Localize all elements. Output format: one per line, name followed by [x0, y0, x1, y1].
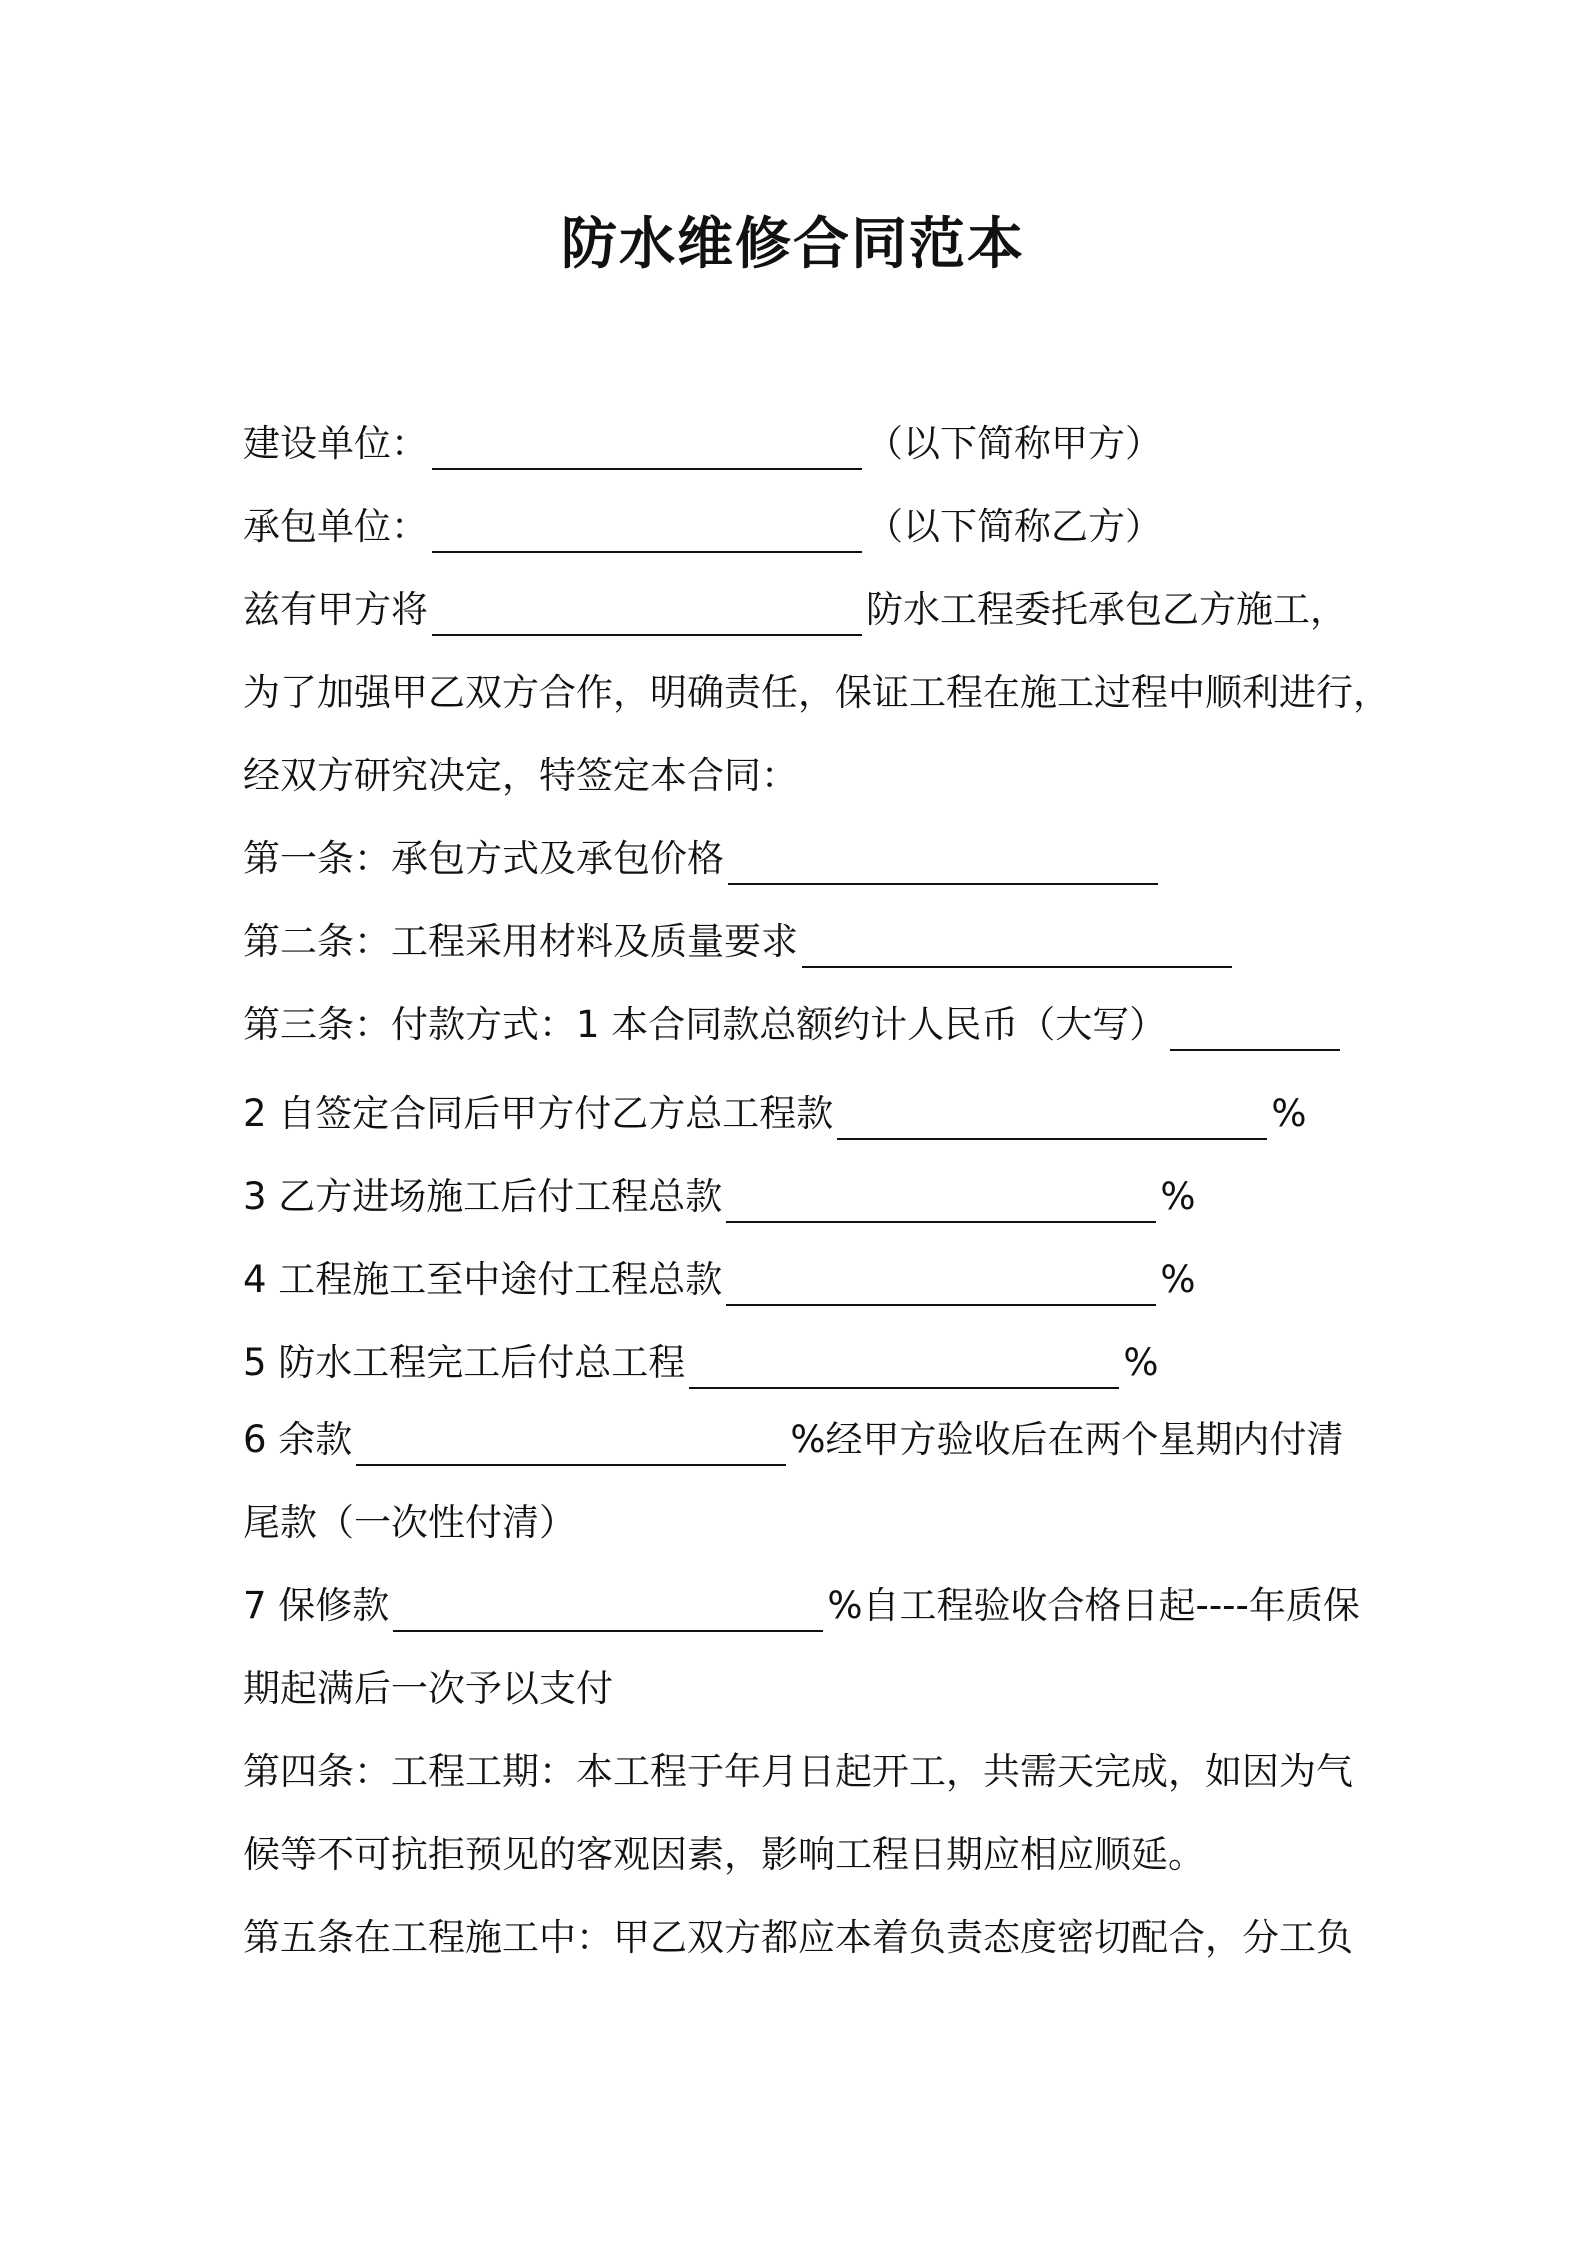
- warranty-payment-text: 期起满后一次予以支付: [243, 1667, 613, 1710]
- final-payment-text: 尾款（一次性付清）: [243, 1501, 576, 1544]
- article-one: [243, 833, 1353, 885]
- purpose-text: 为了加强甲乙双方合作，明确责任，保证工程在施工过程中顺利进行，: [243, 671, 1390, 714]
- paragraph-purpose: [243, 667, 1390, 719]
- article-three-text: 第三条：付款方式：1 本合同款总额约计人民币（大写）: [243, 1003, 1167, 1046]
- total-amount-blank[interactable]: [1170, 1005, 1340, 1051]
- payment-item-3-text: 3 乙方进场施工后付工程总款: [243, 1175, 723, 1218]
- document-title: 防水维修合同范本: [561, 212, 1025, 277]
- clause-contractor-unit: [243, 501, 1353, 553]
- label-contractor-unit: 承包单位：: [243, 505, 428, 548]
- payment-item-4: [243, 1254, 1353, 1306]
- article-four-cont: [243, 1829, 1353, 1881]
- article-four-cont-text: 候等不可抗拒预见的客观因素，影响工程日期应相应顺延。: [243, 1833, 1205, 1876]
- payment-item-5-text: 5 防水工程完工后付总工程: [243, 1341, 686, 1384]
- payment-item-2: [243, 1088, 1353, 1140]
- article-four-text: 第四条：工程工期：本工程于年月日起开工，共需天完成，如因为气: [243, 1750, 1353, 1793]
- contractor-unit-blank[interactable]: [432, 507, 862, 553]
- payment-item-7-cont: [243, 1663, 1353, 1715]
- entrust-suffix: 防水工程委托承包乙方施工，: [866, 588, 1347, 631]
- payment-item-7: [243, 1580, 1360, 1632]
- suffix-party-a: （以下简称甲方）: [866, 422, 1162, 465]
- project-name-blank[interactable]: [432, 590, 862, 636]
- payment-item-3: [243, 1171, 1353, 1223]
- percent-sign: %: [1160, 1258, 1196, 1301]
- payment-2-blank[interactable]: [837, 1094, 1267, 1140]
- payment-item-5: [243, 1337, 1353, 1389]
- article-one-text: 第一条：承包方式及承包价格: [243, 837, 724, 880]
- balance-suffix: %经甲方验收后在两个星期内付清: [790, 1418, 1344, 1461]
- clause-construction-unit: [243, 418, 1353, 470]
- contract-price-blank[interactable]: [728, 839, 1158, 885]
- balance-blank[interactable]: [356, 1420, 786, 1466]
- article-two-text: 第二条：工程采用材料及质量要求: [243, 920, 798, 963]
- payment-item-6: [243, 1414, 1353, 1466]
- warranty-suffix: %自工程验收合格日起----年质保: [827, 1584, 1360, 1627]
- article-five-text: 第五条在工程施工中：甲乙双方都应本着负责态度密切配合，分工负: [243, 1916, 1353, 1959]
- clause-entrust: [243, 584, 1353, 636]
- payment-item-6-cont: [243, 1497, 1353, 1549]
- suffix-party-b: （以下简称乙方）: [866, 505, 1162, 548]
- payment-5-blank[interactable]: [689, 1343, 1119, 1389]
- percent-sign: %: [1123, 1341, 1159, 1384]
- payment-item-6-text: 6 余款: [243, 1418, 353, 1461]
- paragraph-agreement: [243, 750, 1353, 802]
- payment-item-7-text: 7 保修款: [243, 1584, 390, 1627]
- percent-sign: %: [1160, 1175, 1196, 1218]
- payment-4-blank[interactable]: [726, 1260, 1156, 1306]
- construction-unit-blank[interactable]: [432, 424, 862, 470]
- article-four: [243, 1746, 1353, 1798]
- warranty-blank[interactable]: [393, 1586, 823, 1632]
- article-two: [243, 916, 1353, 968]
- agreement-text: 经双方研究决定，特签定本合同：: [243, 754, 798, 797]
- payment-item-4-text: 4 工程施工至中途付工程总款: [243, 1258, 723, 1301]
- label-construction-unit: 建设单位：: [243, 422, 428, 465]
- materials-quality-blank[interactable]: [802, 922, 1232, 968]
- entrust-prefix: 兹有甲方将: [243, 588, 428, 631]
- payment-item-2-text: 2 自签定合同后甲方付乙方总工程款: [243, 1092, 834, 1135]
- payment-3-blank[interactable]: [726, 1177, 1156, 1223]
- percent-sign: %: [1271, 1092, 1307, 1135]
- article-five: [243, 1912, 1353, 1964]
- article-three: [243, 999, 1353, 1051]
